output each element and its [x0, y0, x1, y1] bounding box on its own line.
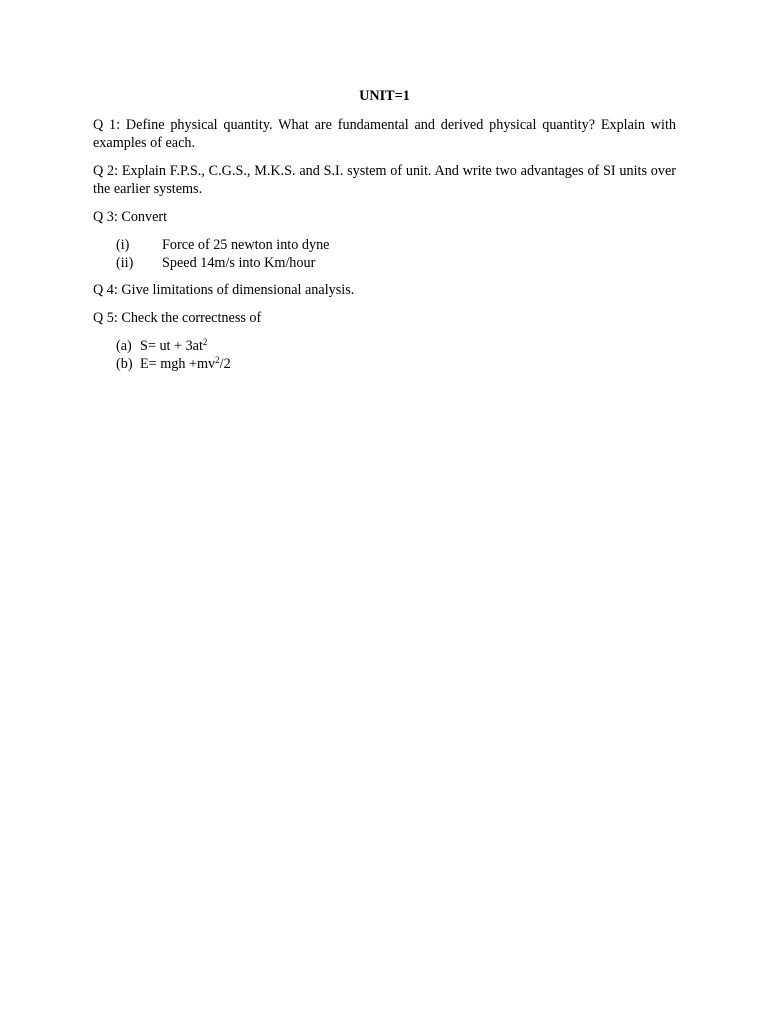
- superscript: 2: [202, 337, 208, 347]
- list-item: [116, 337, 676, 355]
- question-1: Q 1: Define physical quantity. What are fundamental and derived physical quantity? Explain with examples of each.: [93, 117, 676, 151]
- question-5-items: [93, 337, 676, 373]
- question-3: Q 3: Convert: [93, 209, 168, 225]
- equation-tail: /2: [219, 356, 231, 372]
- list-marker: (ii): [116, 255, 134, 271]
- list-marker: (a): [116, 338, 132, 354]
- list-marker: (i): [116, 237, 130, 253]
- list-marker: (b): [116, 356, 133, 372]
- question-5: Q 5: Check the correctness of: [93, 310, 262, 326]
- equation-text: [140, 355, 231, 373]
- list-item: [116, 355, 676, 373]
- question-2: Q 2: Explain F.P.S., C.G.S., M.K.S. and S.I. system of unit. And write two advantages of SI units over the earlier systems.: [93, 163, 676, 197]
- equation-main: S= ut + 3at: [140, 338, 203, 354]
- list-item: [116, 254, 676, 272]
- equation-text: [140, 337, 207, 355]
- list-item-text: Speed 14m/s into Km/hour: [162, 255, 316, 271]
- document-page: [93, 87, 676, 382]
- question-3-items: [93, 236, 676, 272]
- page-title: UNIT=1: [359, 88, 410, 104]
- superscript: 2: [215, 355, 220, 365]
- question-4: Q 4: Give limitations of dimensional analysis.: [93, 282, 355, 298]
- list-item-text: Force of 25 newton into dyne: [162, 237, 330, 253]
- equation-main: E= mgh +mv: [140, 356, 216, 372]
- list-item: [116, 236, 676, 254]
